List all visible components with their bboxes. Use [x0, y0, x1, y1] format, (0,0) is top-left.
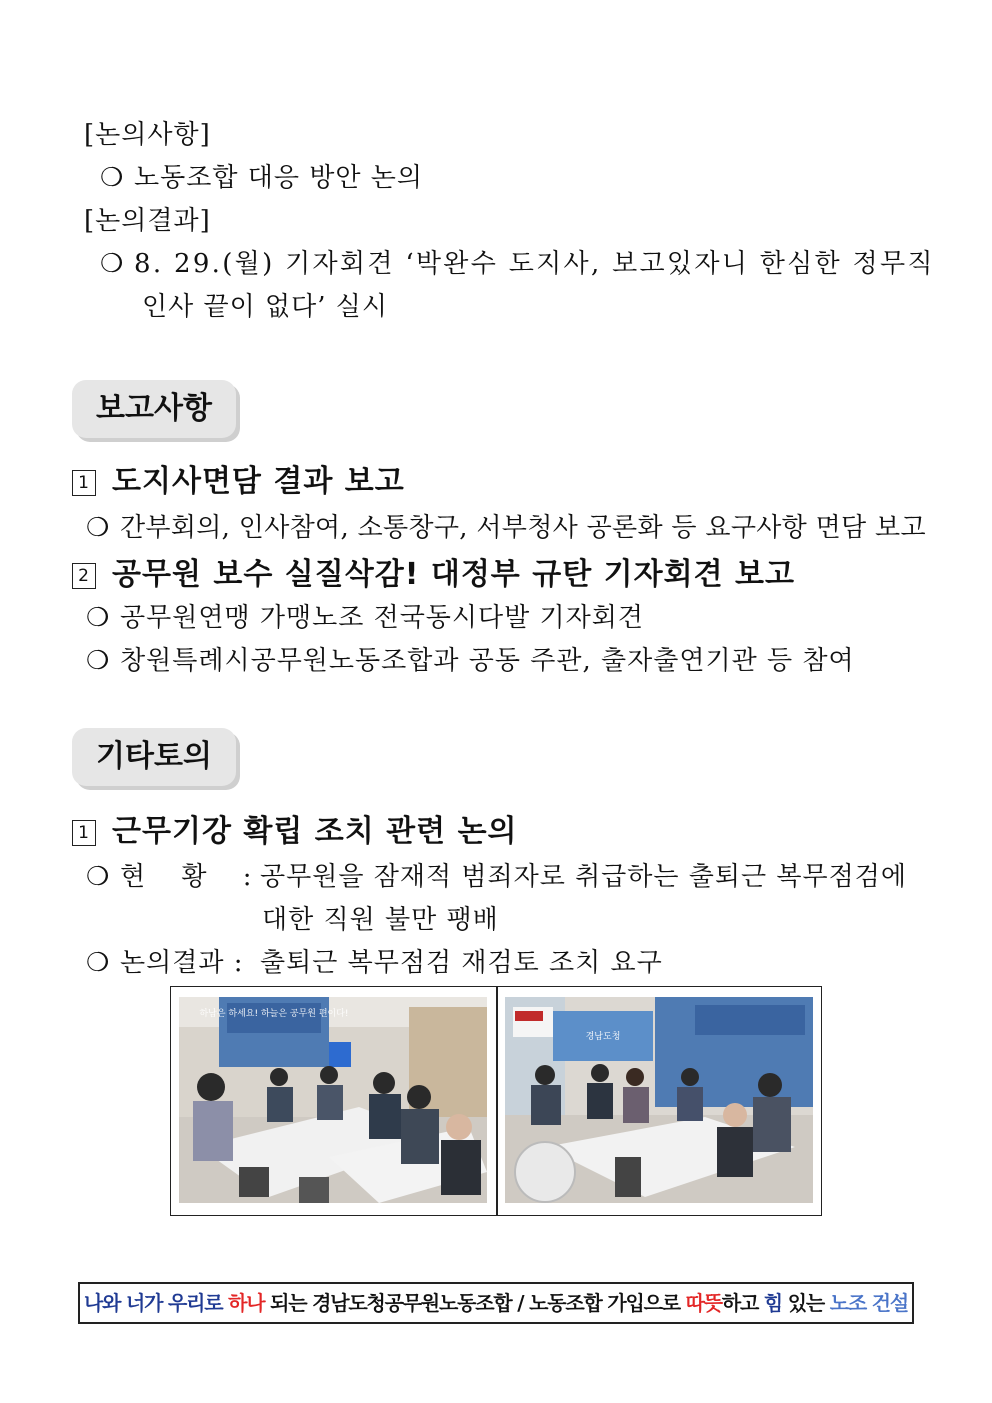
other-item-1-result: ❍ 논의결과 : 출퇴근 복무점검 재검토 조치 요구 — [86, 942, 663, 979]
other-item-1-status-continued: 대한 직원 불만 팽배 — [262, 905, 499, 935]
footer-seg-6: 힘 — [763, 1291, 782, 1315]
footer-slogan — [78, 1282, 914, 1324]
bullet-circle-icon: ❍ — [86, 948, 111, 978]
footer-seg-1: 나와 너가 우리로 — [83, 1291, 223, 1315]
discussion-result: ❍ 8. 29.(월) 기자회견 ‘박완수 도지사, 보고있자니 한심한 정무직 — [100, 249, 935, 279]
bullet-circle-icon: ❍ — [86, 513, 110, 543]
footer-seg-4: 따뜻 — [685, 1291, 722, 1315]
bullet-circle-icon: ❍ — [86, 862, 111, 892]
footer-seg-2: 하나 — [228, 1291, 265, 1315]
number-box: 1 — [72, 470, 96, 496]
discussion-result-continued: 인사 끝이 없다’ 실시 — [142, 292, 388, 322]
report-item-1-bullet: ❍ 간부회의, 인사참여, 소통창구, 서부청사 공론화 등 요구사항 면담 보고 — [86, 513, 926, 543]
banner-text: 하남은 하세요! 하늘은 공무원 편이다! — [199, 1009, 349, 1019]
report-item-2-bullet-2: ❍ 창원특례시공무원노동조합과 공동 주관, 출자출연기관 등 참여 — [86, 646, 855, 676]
report-item-2-bullet-1: ❍ 공무원연맹 가맹노조 전국동시다발 기자회견 — [86, 603, 644, 633]
number-box: 2 — [72, 563, 96, 589]
number-box: 1 — [72, 820, 96, 846]
section-tab-other: 기타토의 — [72, 728, 236, 786]
report-item-2-heading: 2 공무원 보수 실질삭감! 대정부 규탄 기자회견 보고 — [72, 549, 795, 593]
meeting-photo-left — [179, 997, 487, 1203]
bullet-circle-icon: ❍ — [86, 603, 111, 633]
other-item-1-heading: 1 근무기강 확립 조치 관련 논의 — [72, 806, 518, 850]
photo-frame — [170, 986, 822, 1216]
sign-text: 경남도청 — [585, 1032, 621, 1042]
photo-divider — [496, 987, 498, 1215]
section-tab-report: 보고사항 — [72, 380, 236, 438]
bullet-circle-icon: ❍ — [86, 646, 111, 676]
footer-seg-3: 되는 경남도청공무원노동조합 / 노동조합 가입으로 — [270, 1291, 680, 1315]
status-label: 현 황 : — [120, 862, 253, 892]
footer-seg-5: 하고 — [721, 1291, 759, 1315]
discussion-items-label: [논의사항] — [84, 120, 211, 150]
footer-seg-7: 있는 — [787, 1291, 824, 1315]
meeting-photo-right — [505, 997, 813, 1203]
discussion-results-label: [논의결과] — [84, 206, 211, 236]
discussion-item: ❍ 노동조합 대응 방안 논의 — [100, 163, 423, 193]
bullet-circle-icon: ❍ — [100, 249, 126, 279]
bullet-circle-icon: ❍ — [100, 163, 125, 193]
result-label: 논의결과 : — [120, 948, 244, 978]
report-item-1-heading: 1 도지사면담 결과 보고 — [72, 456, 405, 500]
footer-seg-8: 노조 건설 — [829, 1291, 909, 1315]
other-item-1-status: ❍ 현 황 : 공무원을 잠재적 범죄자로 취급하는 출퇴근 복무점검에 — [86, 856, 907, 893]
